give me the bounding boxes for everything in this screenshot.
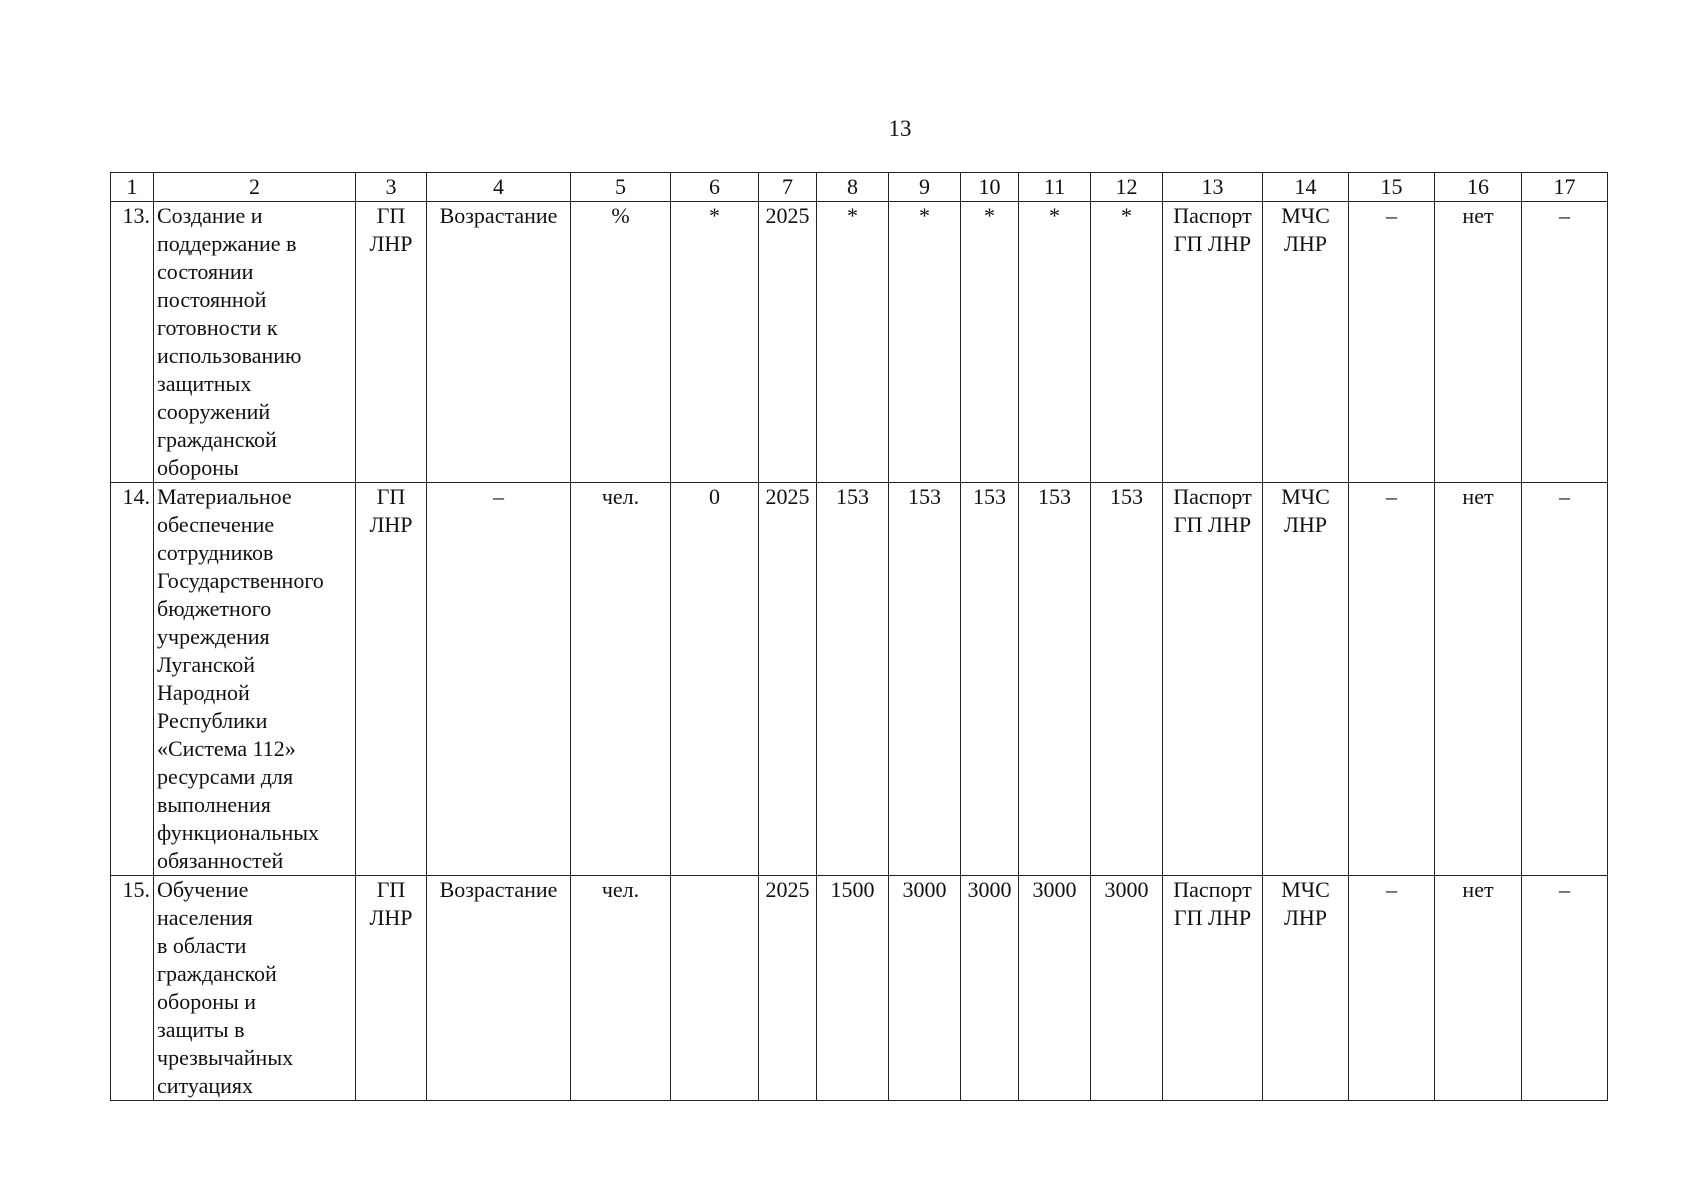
value-col-12: 3000	[1091, 876, 1163, 1101]
cell-col-16: нет	[1435, 876, 1522, 1101]
column-header-8: 8	[817, 173, 889, 202]
column-header-13: 13	[1163, 173, 1263, 202]
indicator-level: ГП ЛНР	[356, 876, 427, 1101]
header-row	[111, 173, 1608, 202]
source-document: Паспорт ГП ЛНР	[1163, 202, 1263, 483]
table-row	[111, 202, 1608, 483]
column-header-17: 17	[1522, 173, 1608, 202]
indicator-name: Материальное обеспечение сотрудников Государственного бюджетного учреждения Луганской Народной Республики «Система 112» ресурсами для выполнения функциональных обязанностей	[154, 483, 356, 876]
indicator-direction: Возрастание	[427, 876, 571, 1101]
base-year: 2025	[759, 876, 817, 1101]
responsible-body: МЧС ЛНР	[1263, 483, 1349, 876]
cell-col-16: нет	[1435, 202, 1522, 483]
base-value	[671, 876, 759, 1101]
page-number: 13	[888, 116, 912, 141]
cell-col-16: нет	[1435, 483, 1522, 876]
column-header-11: 11	[1019, 173, 1091, 202]
value-col-11: 153	[1019, 483, 1091, 876]
cell-col-15: –	[1349, 876, 1435, 1101]
column-header-16: 16	[1435, 173, 1522, 202]
value-col-8: 1500	[817, 876, 889, 1101]
column-header-1: 1	[111, 173, 154, 202]
value-col-9: 153	[889, 483, 961, 876]
source-document: Паспорт ГП ЛНР	[1163, 483, 1263, 876]
value-col-10: 153	[961, 483, 1019, 876]
table-row	[111, 876, 1608, 1101]
column-header-5: 5	[571, 173, 671, 202]
source-document: Паспорт ГП ЛНР	[1163, 876, 1263, 1101]
column-header-9: 9	[889, 173, 961, 202]
column-header-10: 10	[961, 173, 1019, 202]
cell-col-15: –	[1349, 202, 1435, 483]
value-col-9: *	[889, 202, 961, 483]
indicator-level: ГП ЛНР	[356, 202, 427, 483]
column-header-12: 12	[1091, 173, 1163, 202]
column-header-6: 6	[671, 173, 759, 202]
value-col-10: 3000	[961, 876, 1019, 1101]
indicator-name: Создание и поддержание в состоянии постоянной готовности к использованию защитных сооружений гражданской обороны	[154, 202, 356, 483]
base-year: 2025	[759, 202, 817, 483]
column-header-2: 2	[154, 173, 356, 202]
column-header-7: 7	[759, 173, 817, 202]
row-number: 14.	[111, 483, 154, 876]
column-header-15: 15	[1349, 173, 1435, 202]
row-number: 13.	[111, 202, 154, 483]
value-col-8: 153	[817, 483, 889, 876]
base-value: 0	[671, 483, 759, 876]
indicator-direction: Возрастание	[427, 202, 571, 483]
column-header-3: 3	[356, 173, 427, 202]
value-col-11: 3000	[1019, 876, 1091, 1101]
unit-of-measure: чел.	[571, 483, 671, 876]
value-col-10: *	[961, 202, 1019, 483]
unit-of-measure: %	[571, 202, 671, 483]
base-year: 2025	[759, 483, 817, 876]
value-col-12: *	[1091, 202, 1163, 483]
indicator-name: Обучение населения в области гражданской обороны и защиты в чрезвычайных ситуациях	[154, 876, 356, 1101]
column-header-14: 14	[1263, 173, 1349, 202]
table-row	[111, 483, 1608, 876]
cell-col-17: –	[1522, 202, 1608, 483]
responsible-body: МЧС ЛНР	[1263, 876, 1349, 1101]
column-header-4: 4	[427, 173, 571, 202]
indicator-direction: –	[427, 483, 571, 876]
row-number: 15.	[111, 876, 154, 1101]
value-col-8: *	[817, 202, 889, 483]
responsible-body: МЧС ЛНР	[1263, 202, 1349, 483]
value-col-9: 3000	[889, 876, 961, 1101]
indicator-level: ГП ЛНР	[356, 483, 427, 876]
value-col-12: 153	[1091, 483, 1163, 876]
unit-of-measure: чел.	[571, 876, 671, 1101]
value-col-11: *	[1019, 202, 1091, 483]
base-value: *	[671, 202, 759, 483]
indicators-table	[110, 172, 1608, 1101]
cell-col-17: –	[1522, 483, 1608, 876]
cell-col-15: –	[1349, 483, 1435, 876]
cell-col-17: –	[1522, 876, 1608, 1101]
